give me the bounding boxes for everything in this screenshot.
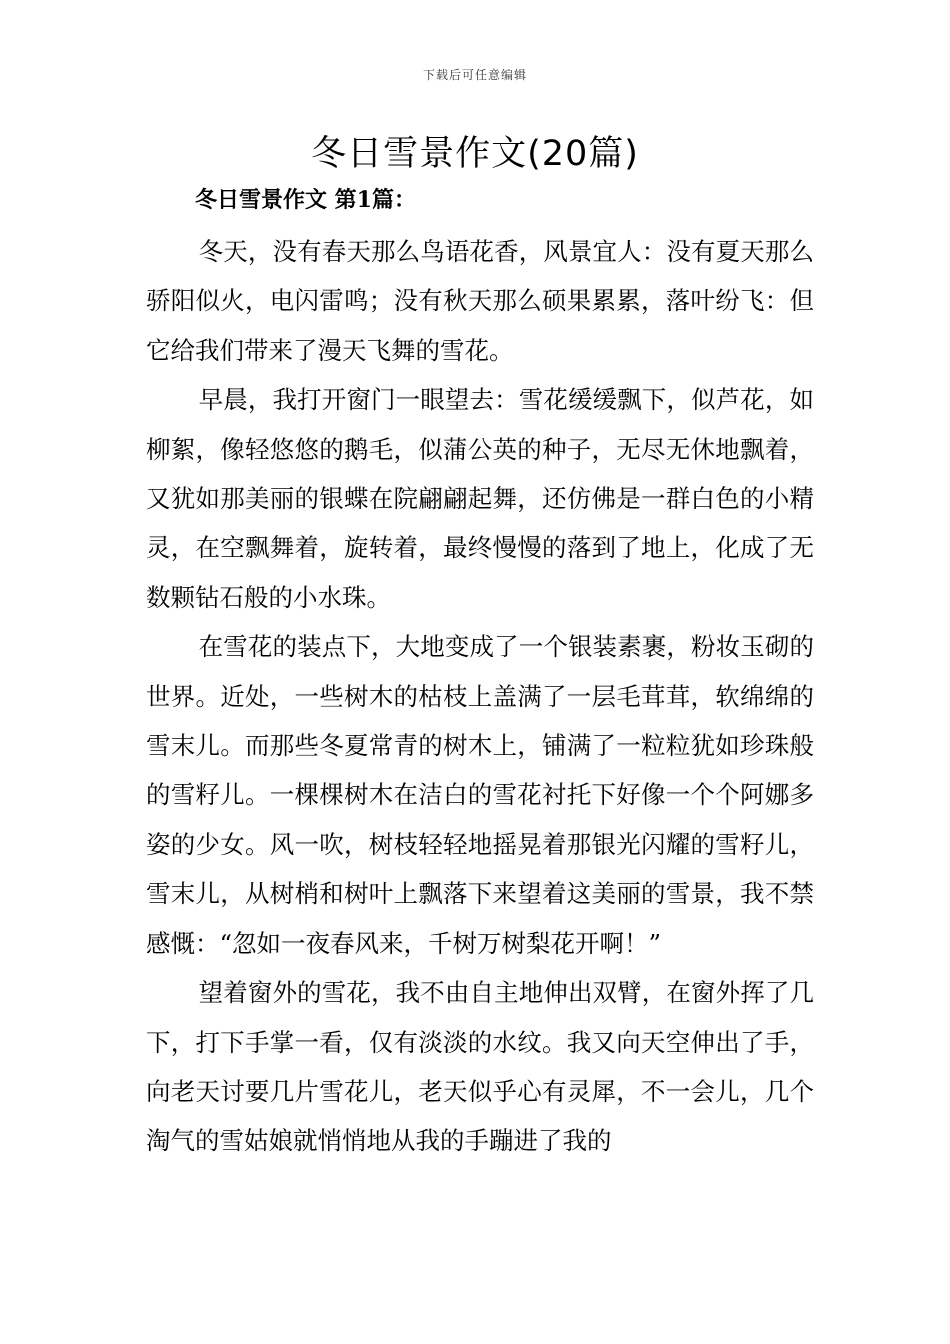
paragraph-3: 在雪花的装点下，大地变成了一个银装素裹，粉妆玉砌的世界。近处，一些树木的枯枝上盖满了一层毛茸茸，软绵绵的雪末儿。而那些冬夏常青的树木上，铺满了一粒粒犹如珍珠般的雪籽儿。一棵棵树木在洁白的雪花衬托下好像一个个阿娜多姿的少女。风一吹，树枝轻轻地摇晃着那银光闪耀的雪籽儿，雪末儿，从树梢和树叶上飘落下来望着这美丽的雪景，我不禁感慨：“忽如一夜春风来，千树万树梨花开啊！” — [146, 632, 814, 958]
paragraph-1: 冬天，没有春天那么鸟语花香，风景宜人：没有夏天那么骄阳似火，电闪雷鸣；没有秋天那么硕果累累，落叶纷飞：但它给我们带来了漫天飞舞的雪花。 — [146, 237, 814, 365]
article-body — [146, 227, 814, 1166]
section-heading: 冬日雪景作文 第1篇： — [195, 187, 416, 213]
paragraph-2: 早晨，我打开窗门一眼望去：雪花缓缓飘下，似芦花，如柳絮，像轻悠悠的鹅毛，似蒲公英的种子，无尽无休地飘着，又犹如那美丽的银蝶在院翩翩起舞，还仿佛是一群白色的小精灵，在空飘舞着，旋转着，最终慢慢的落到了地上，化成了无数颗钻石般的小水珠。 — [146, 385, 814, 612]
document-title: 冬日雪景作文(20篇) — [311, 134, 639, 174]
header-note: 下载后可任意编辑 — [422, 68, 527, 82]
paragraph-4: 望着窗外的雪花，我不由自主地伸出双臂，在窗外挥了几下，打下手掌一看，仅有淡淡的水纹。我又向天空伸出了手，向老天讨要几片雪花儿，老天似乎心有灵犀，不一会儿，几个淘气的雪姑娘就悄悄地从我的手蹦进了我的 — [146, 978, 814, 1156]
